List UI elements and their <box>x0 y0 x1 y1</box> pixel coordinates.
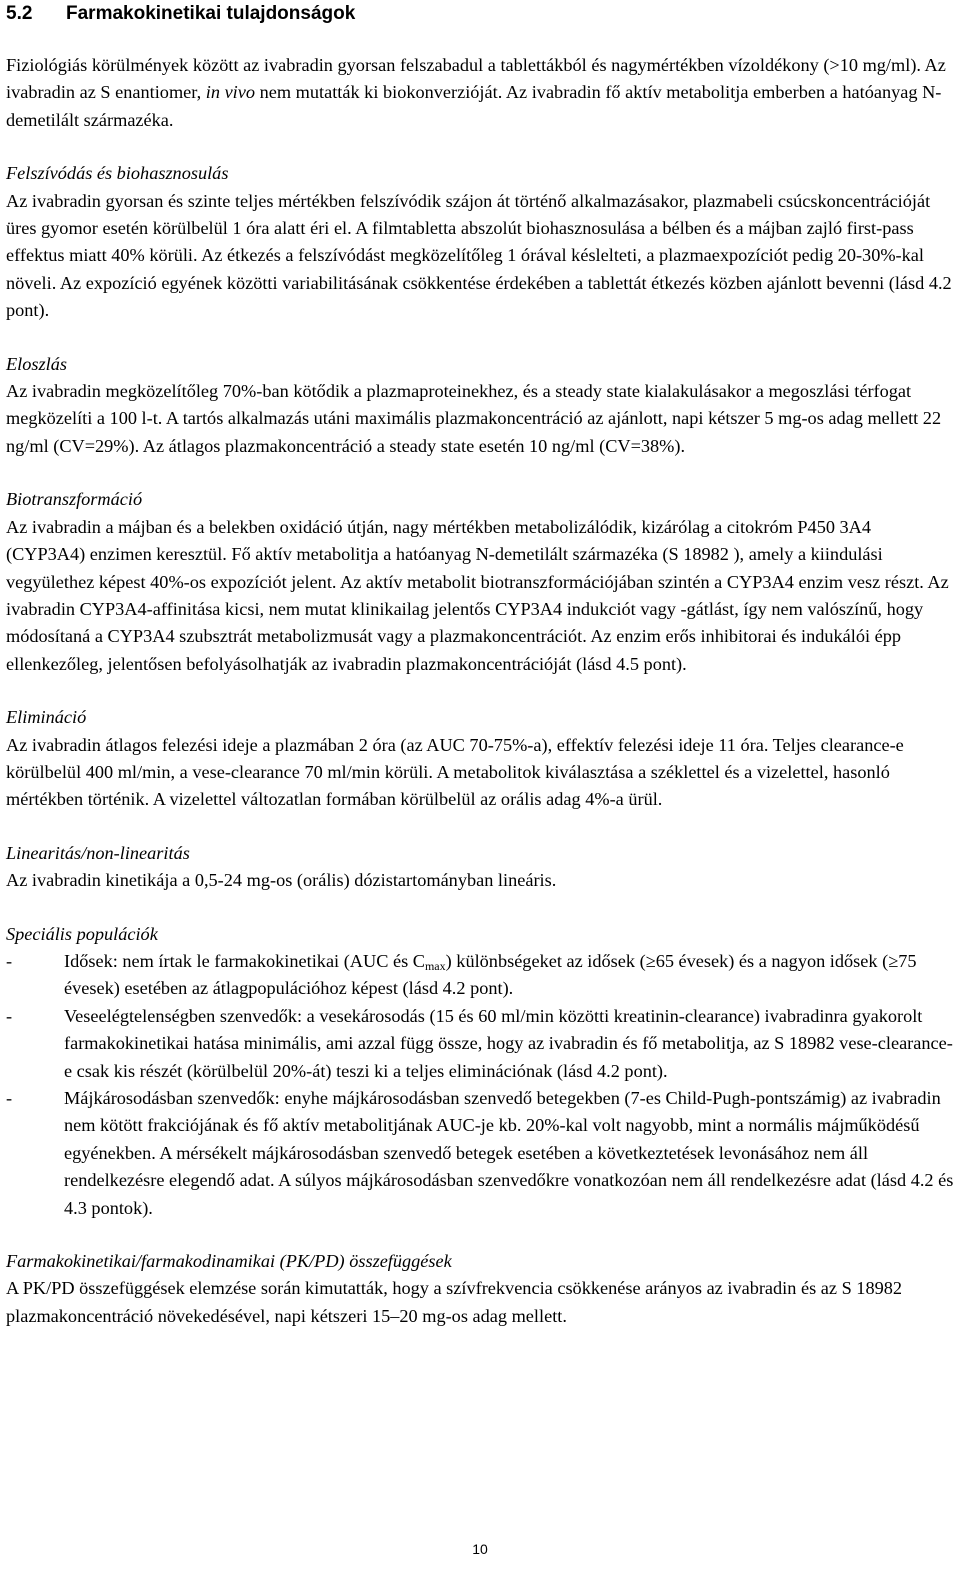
distribution-text: Az ivabradin megközelítőleg 70%-ban kötődik a plazmaproteinekhez, és a steady state kialakulásakor a megoszlási térfogat megközelíti a 100 l-t. A tartós alkalmazás utáni maximális plazmakoncentráció az ajánlott, napi kétszer 5 mg-os adag mellett 22 ng/ml (CV=29%). Az átlagos plazmakoncentráció a steady state esetén 10 ng/ml (CV=38%). <box>6 381 942 456</box>
intro-text-part1: Fiziológiás körülmények között az ivabradin gyorsan felszabadul a tablettákból és nagymértékben vízoldékony (>10 mg/ml). Az ivabradin az S enantiomer, <box>6 55 946 103</box>
absorption-text: Az ivabradin gyorsan és szinte teljes mértékben felszívódik szájon át történő alkalmazásakor, plazmabeli csúcskoncentrációját üres gyomor esetén körülbelül 1 óra alatt éri el. A filmtabletta abszolút biohasznosulása a bélben és a májban zajló first-pass effektus miatt 40% körüli. Az étkezés a felszívódást megközelítőleg 1 órával késlelteti, a plazmaexpozíciót pedig 20-30%-kal növeli. Az expozíció egyének közötti variabilitásának csökkentése érdekében a tablettát étkezés közben ajánlott bevenni (lásd 4.2 pont). <box>6 190 952 321</box>
elderly-text-part2: ) különbségeket az idősek (≥65 évesek) és a nagyon idősek (≥75 évesek) esetében az átlagpopulációhoz képest (lásd 4.2 pont). <box>64 950 917 999</box>
biotransformation-title: Biotranszformáció <box>6 489 143 510</box>
elimination-text: Az ivabradin átlagos felezési ideje a plazmában 2 óra (az AUC 70-75%-a), effektív felezési ideje 11 óra. Teljes clearance-e körülbelül 400 ml/min, a vese-clearance 70 ml/min körüli. A metabolitok kiválasztása a széklettel és a vizelettel, hasonló mértékben történik. A vizelettel változatlan formában körülbelül az orális adag 4%-a ürül. <box>6 734 904 810</box>
distribution-title: Eloszlás <box>6 353 67 374</box>
section-number: 5.2 <box>6 3 33 24</box>
bullet-dash: - <box>6 1088 13 1108</box>
linearity-text: Az ivabradin kinetikája a 0,5-24 mg-os (orális) dózistartományban lineáris. <box>6 870 557 891</box>
pkpd-text: A PK/PD összefüggések elemzése során kimutatták, hogy a szívfrekvencia csökkenése arányos az ivabradin és az S 18982 plazmakoncentráció növekedésével, napi kétszeri 15–20 mg-os adag mellett. <box>6 1278 903 1326</box>
intro-italic-term: in vivo <box>205 82 256 103</box>
linearity-section <box>6 840 954 895</box>
section-heading <box>6 2 954 26</box>
special-populations-title: Speciális populációk <box>6 923 158 944</box>
page-number: 10 <box>472 1541 488 1557</box>
elderly-text-part1: Idősek: nem írtak le farmakokinetikai (AUC és C <box>64 950 425 971</box>
special-populations-list <box>6 948 954 1222</box>
hepatic-impairment-text: Májkárosodásban szenvedők: enyhe májkárosodásban szenvedő betegekben (7-es Child-Pugh-pontszámig) az ivabradin nem kötött frakciójának és fő aktív metabolitjának AUC-je kb. 20%-kal volt nagyobb, mint a normális májműködésű egyénekben. A mérsékelt májkárosodásban szenvedő betegek esetében a következtetések levonásához nem áll rendelkezésre elegendő adat. A súlyos májkárosodásban szenvedőkre vonatkozóan nem áll rendelkezésre adat (lásd 4.2 és 4.3 pontok). <box>64 1088 954 1218</box>
elimination-title: Elimináció <box>6 707 87 728</box>
linearity-title: Linearitás/non-linearitás <box>6 842 190 863</box>
pkpd-section <box>6 1248 954 1330</box>
list-item <box>6 1085 954 1222</box>
bullet-dash: - <box>6 1005 13 1026</box>
intro-paragraph <box>6 52 954 134</box>
biotransformation-section <box>6 486 954 678</box>
pkpd-title: Farmakokinetikai/farmakodinamikai (PK/PD) összefüggések <box>6 1251 452 1272</box>
bullet-dash: - <box>6 950 13 971</box>
section-title: Farmakokinetikai tulajdonságok <box>66 3 356 24</box>
absorption-title: Felszívódás és biohasznosulás <box>6 163 229 184</box>
intro-text-part2: nem mutatták ki biokonverzióját. Az ivabradin fő aktív metabolitja emberben a hatóanyag N-demetilált származéka. <box>6 82 942 130</box>
list-item <box>6 1003 954 1085</box>
document-page <box>6 2 954 1330</box>
elimination-section <box>6 704 954 814</box>
renal-impairment-text: Veseelégtelenségben szenvedők: a vesekárosodás (15 és 60 ml/min közötti kreatinin-clearance) ivabradinra gyakorolt farmakokinetikai hatása minimális, ami azzal függ össze, hogy az ivabradin és fő metabolitja, az S 18982 vese-clearance-e csak kis részét (körülbelül 20%-át) teszi ki a teljes eliminációnak (lásd 4.2 pont). <box>64 1005 953 1081</box>
cmax-subscript: max <box>424 958 446 973</box>
distribution-section <box>6 351 954 461</box>
absorption-section <box>6 160 954 324</box>
special-populations-section <box>6 921 954 1222</box>
biotransformation-text: Az ivabradin a májban és a belekben oxidáció útján, nagy mértékben metabolizálódik, kizárólag a citokróm P450 3A4 (CYP3A4) enzimen keresztül. Fő aktív metabolitja a hatóanyag N-demetilált származéka (S 18982 ), amely a kiindulási vegyülethez képest 40%-os expozíciót jelent. Az aktív metabolit biotranszformációjában szintén a CYP3A4 enzim vesz részt. Az ivabradin CYP3A4-affinitása kicsi, nem mutat klinikailag jelentős CYP3A4 indukciót vagy -gátlást, így nem valószínű, hogy módosítaná a CYP3A4 szubsztrát metabolizmusát vagy a plazmakoncentrációt. Az enzim erős inhibitorai és indukálói épp ellenkezőleg, jelentősen befolyásolhatják az ivabradin plazmakoncentrációját (lásd 4.5 pont). <box>6 516 949 674</box>
list-item <box>6 948 954 1003</box>
